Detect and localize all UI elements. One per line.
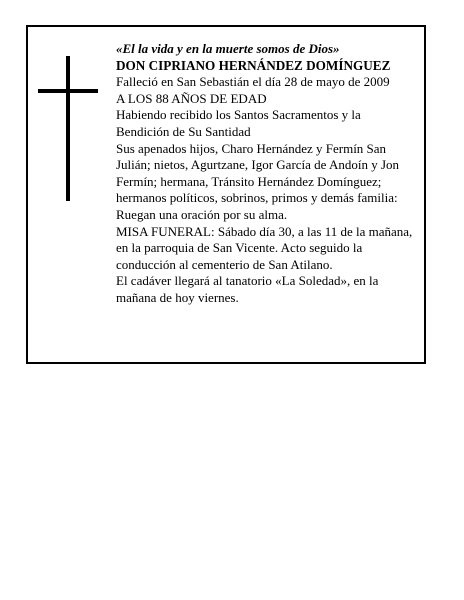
age-line: A LOS 88 AÑOS DE EDAD: [116, 90, 267, 106]
family-paragraph: Sus apenados hijos, Charo Hernández y Fermín San Julián; nietos, Agurtzane, Igor García de Andoín y Jon Fermín; hermana, Tránsito Hernández Domínguez; hermanos políticos, sobrinos, primos y demás familia:: [116, 140, 400, 206]
funeral-paragraph: MISA FUNERAL: Sábado día 30, a las 11 de la mañana, en la parroquia de San Vicente. Acto seguido la conducción al cementerio de San Atilano.: [116, 223, 413, 272]
motto: «El la vida y en la muerte somos de Dios»: [116, 41, 340, 56]
prayer-line: Ruegan una oración por su alma.: [116, 206, 288, 222]
notice-text: [116, 41, 416, 307]
cross-horizontal-bar: [38, 89, 98, 93]
cross-vertical-bar: [66, 56, 70, 201]
cross-icon: [38, 56, 98, 201]
arrival-paragraph: El cadáver llegará al tanatorio «La Soledad», en la mañana de hoy viernes.: [116, 273, 379, 305]
death-line: Falleció en San Sebastián el día 28 de mayo de 2009: [116, 74, 390, 90]
obituary-notice: [26, 25, 426, 364]
sacraments-line: Habiendo recibido los Santos Sacramentos y la Bendición de Su Santidad: [116, 107, 361, 139]
deceased-name: DON CIPRIANO HERNÁNDEZ DOMÍNGUEZ: [116, 57, 391, 73]
